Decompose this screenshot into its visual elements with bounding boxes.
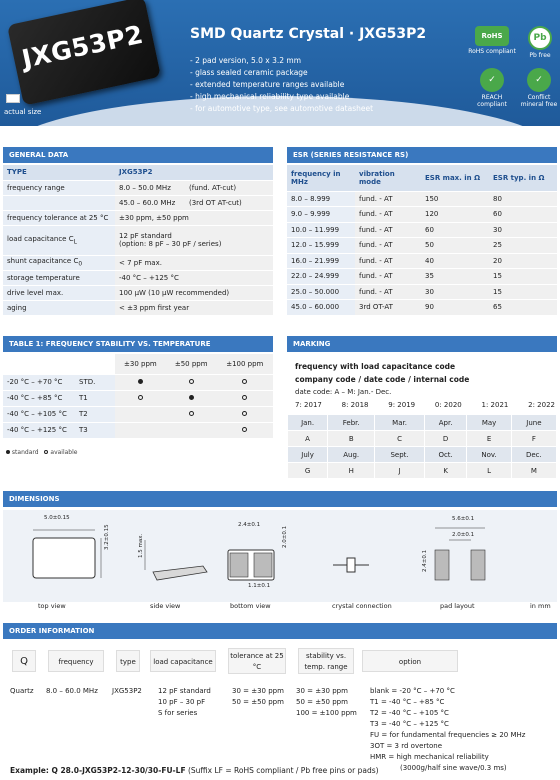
order-box-load-capacitance: load capacitance <box>150 650 216 672</box>
rohs-icon: RoHS <box>475 26 509 46</box>
month-code: D <box>424 431 467 447</box>
cell <box>3 354 75 374</box>
crystal-symbol <box>347 558 355 572</box>
month: Oct. <box>424 447 467 463</box>
order-box-option: option <box>362 650 458 672</box>
chip-label: JXG53P2 <box>19 19 146 74</box>
table-row <box>3 300 273 315</box>
table-row <box>3 225 273 255</box>
available-dot-icon <box>242 411 247 416</box>
standard-dot-icon <box>138 379 143 384</box>
esr-heading: ESR (SERIES RESISTANCE RS) <box>287 147 557 163</box>
cell: 10.0 – 11.999 <box>287 222 355 238</box>
reach-check-icon: ✓ <box>480 68 504 92</box>
row-value: -40 °C – +125 °C <box>115 270 273 285</box>
pad-layout-right <box>471 550 485 580</box>
reach-badge <box>466 68 518 108</box>
feature-item: - for automotive type, see automotive datasheet <box>190 104 374 113</box>
range-code: T2 <box>75 406 115 422</box>
badge-label: Pb free <box>529 52 551 59</box>
order-box-type: type <box>116 650 140 672</box>
top-height-label: 3.2±0.15 <box>104 524 110 550</box>
cell <box>115 374 166 390</box>
type-value: JXG53P2 <box>115 165 273 180</box>
cell: 3rd OT-AT <box>355 300 421 316</box>
month: Mar. <box>375 415 425 431</box>
row-label: aging <box>3 300 115 315</box>
standard-dot-icon <box>6 450 10 454</box>
cell: fund. - AT <box>355 191 421 207</box>
table-row <box>3 422 273 438</box>
bottom-pad-right <box>254 553 272 577</box>
temp-range: -40 °C – +105 °C <box>3 406 75 422</box>
row-value: < ±3 ppm first year <box>115 300 273 315</box>
column-header: ±50 ppm <box>166 354 217 374</box>
table-row <box>3 354 273 374</box>
legend-available: available <box>50 449 78 456</box>
cell: 60 <box>421 222 489 238</box>
pb-free-badge <box>520 26 560 59</box>
table-row <box>288 463 557 479</box>
badge-label: RoHS compliant <box>468 48 516 55</box>
table-row <box>3 210 273 225</box>
column-header: ±30 ppm <box>115 354 166 374</box>
order-option: 30 = ±30 ppm <box>232 687 284 695</box>
caption-side-view: side view <box>150 602 181 610</box>
row-value: 8.0 – 50.0 MHz <box>115 180 185 195</box>
table-row <box>3 374 273 390</box>
row-label: drive level max. <box>3 285 115 300</box>
cell <box>115 390 166 406</box>
year-code: 8: 2018 <box>341 401 369 409</box>
month: May <box>467 415 511 431</box>
row-value: 100 µW (10 µW recommended) <box>115 285 273 300</box>
year-code: 1: 2021 <box>481 401 509 409</box>
cell <box>115 406 166 422</box>
side-height-label: 1.5 max. <box>138 533 144 558</box>
order-option: 30 = ±30 ppm <box>296 687 348 695</box>
cell: 90 <box>421 300 489 316</box>
row-label: frequency tolerance at 25 °C <box>3 210 115 225</box>
cell: 25.0 – 50.000 <box>287 284 355 300</box>
row-label: frequency range <box>3 180 115 195</box>
month: Aug. <box>328 447 375 463</box>
month-code: E <box>467 431 511 447</box>
cell <box>166 406 217 422</box>
range-code: T3 <box>75 422 115 438</box>
month: July <box>288 447 328 463</box>
order-option: 10 pF – 30 pF <box>158 698 206 706</box>
cell: 16.0 – 21.999 <box>287 253 355 269</box>
type-label: TYPE <box>3 165 115 180</box>
order-option: S for series <box>158 709 198 717</box>
order-box-q: Q <box>12 650 36 672</box>
cell: 50 <box>421 238 489 254</box>
cell: 80 <box>489 191 557 207</box>
column-header: vibration mode <box>355 165 421 191</box>
available-dot-icon <box>44 450 48 454</box>
table-row <box>288 415 557 431</box>
row-value <box>115 225 273 255</box>
available-dot-icon <box>189 411 194 416</box>
cell: 15 <box>489 284 557 300</box>
marking-line: company code / date code / internal code <box>295 375 470 384</box>
month-code: L <box>467 463 511 479</box>
cell <box>166 390 217 406</box>
available-dot-icon <box>242 379 247 384</box>
temp-range: -20 °C – +70 °C <box>3 374 75 390</box>
top-view-body <box>33 538 95 578</box>
column-header: ±100 ppm <box>217 354 273 374</box>
badge-label: REACH compliant <box>477 94 507 108</box>
dimensions-heading: DIMENSIONS <box>3 491 557 507</box>
month: Apr. <box>424 415 467 431</box>
order-example <box>10 766 379 775</box>
row-value-main: 12 pF standard <box>119 232 172 240</box>
month: Nov. <box>467 447 511 463</box>
cell <box>166 422 217 438</box>
temp-range: -40 °C – +85 °C <box>3 390 75 406</box>
cell: 30 <box>489 222 557 238</box>
table-row <box>3 255 273 270</box>
order-heading: ORDER INFORMATION <box>3 623 557 639</box>
row-note: (3rd OT AT-cut) <box>185 195 273 210</box>
caption-units: in mm <box>530 602 551 610</box>
month-code: K <box>424 463 467 479</box>
order-col-stability <box>296 686 357 719</box>
table-row <box>3 270 273 285</box>
order-box-frequency: frequency <box>48 650 104 672</box>
table-row <box>287 222 557 238</box>
order-option: 3OT = 3 rd overtone <box>370 742 443 750</box>
cell: 120 <box>421 207 489 223</box>
year-code: 9: 2019 <box>388 401 416 409</box>
feature-item: - high mechanical reliability type available <box>190 92 350 101</box>
example-note: (Suffix LF = RoHS compliant / Pb free pins or pads) <box>187 766 379 775</box>
rohs-badge <box>464 26 520 55</box>
date-code-label: date code: A – M: Jan.- Dec. <box>295 388 392 396</box>
order-option: blank = -20 °C – +70 °C <box>370 687 455 695</box>
cell: 20 <box>489 253 557 269</box>
cell: 8.0 – 8.999 <box>287 191 355 207</box>
month-code: F <box>511 431 556 447</box>
row-label <box>3 225 115 255</box>
table-row <box>287 191 557 207</box>
pb-free-icon: Pb <box>528 26 552 50</box>
row-label-text: load capacitance C <box>7 234 74 243</box>
cell: 25 <box>489 238 557 254</box>
cell: 60 <box>489 207 557 223</box>
row-value: 45.0 – 60.0 MHz <box>115 195 185 210</box>
year-code: 0: 2020 <box>434 401 462 409</box>
row-note: (fund. AT-cut) <box>185 180 273 195</box>
order-option: FU = for fundamental frequencies ≥ 20 MHz <box>370 731 526 739</box>
pad-height-label: 2.4±0.1 <box>422 549 428 572</box>
table-row <box>3 390 273 406</box>
cell: 45.0 – 60.000 <box>287 300 355 316</box>
pad-width-label: 5.6±0.1 <box>452 516 475 522</box>
cell: fund. - AT <box>355 269 421 285</box>
table-row <box>287 269 557 285</box>
table-row <box>3 285 273 300</box>
table-row <box>3 165 273 180</box>
order-col-load <box>158 686 211 719</box>
column-header: ESR typ. in Ω <box>489 165 557 191</box>
esr-table <box>287 165 557 316</box>
order-col-quartz: Quartz <box>10 687 34 695</box>
month: Dec. <box>511 447 556 463</box>
cell: 30 <box>421 284 489 300</box>
month-code: M <box>511 463 556 479</box>
order-option: T1 = -40 °C – +85 °C <box>370 698 445 706</box>
cell <box>115 422 166 438</box>
order-option: T3 = -40 °C – +125 °C <box>370 720 449 728</box>
row-note: (option: 8 pF – 30 pF / series) <box>119 240 222 248</box>
column-header: frequency in MHz <box>287 165 355 191</box>
column-header: ESR max. in Ω <box>421 165 489 191</box>
order-option: 50 = ±50 ppm <box>296 698 348 706</box>
row-label <box>3 255 115 270</box>
row-label <box>3 195 115 210</box>
cell: 150 <box>421 191 489 207</box>
caption-crystal-connection: crystal connection <box>332 602 392 610</box>
table-row <box>287 238 557 254</box>
order-box-stability: stability vs. temp. range <box>298 648 354 674</box>
order-option: (3000g/half sine wave/0.3 ms) <box>400 764 507 772</box>
order-col-type: JXG53P2 <box>112 687 142 695</box>
stability-heading: TABLE 1: FREQUENCY STABILITY VS. TEMPERATURE <box>3 336 273 352</box>
dimensions-drawings <box>3 510 557 602</box>
cell: fund. - AT <box>355 207 421 223</box>
order-col-option <box>370 686 525 774</box>
table-row <box>288 431 557 447</box>
cell: fund. - AT <box>355 253 421 269</box>
conflict-mineral-badge <box>518 68 560 108</box>
bottom-height-label: 2.0±0.1 <box>282 525 288 548</box>
month: Jan. <box>288 415 328 431</box>
order-option: 50 = ±50 ppm <box>232 698 284 706</box>
marking-heading: MARKING <box>287 336 557 352</box>
row-label-text: shunt capacitance C <box>7 257 79 266</box>
bottom-pad-label: 1.1±0.1 <box>248 583 271 589</box>
cell: 35 <box>421 269 489 285</box>
conflict-check-icon: ✓ <box>527 68 551 92</box>
cell: 22.0 – 24.999 <box>287 269 355 285</box>
month-code: H <box>328 463 375 479</box>
caption-pad-layout: pad layout <box>440 602 475 610</box>
cell: fund. - AT <box>355 284 421 300</box>
table-row <box>287 207 557 223</box>
row-value: < 7 pF max. <box>115 255 273 270</box>
table-row <box>287 253 557 269</box>
available-dot-icon <box>242 427 247 432</box>
cell: 40 <box>421 253 489 269</box>
cell: 65 <box>489 300 557 316</box>
table-row <box>3 406 273 422</box>
general-data-table <box>3 165 273 316</box>
cell <box>166 374 217 390</box>
cell <box>217 374 273 390</box>
table-row <box>287 284 557 300</box>
month-code: B <box>328 431 375 447</box>
standard-dot-icon <box>189 395 194 400</box>
available-dot-icon <box>189 379 194 384</box>
month-code: A <box>288 431 328 447</box>
stability-legend <box>6 449 77 456</box>
table-row <box>288 447 557 463</box>
cell <box>217 406 273 422</box>
table-row <box>3 195 273 210</box>
month: Sept. <box>375 447 425 463</box>
available-dot-icon <box>138 395 143 400</box>
row-label: storage temperature <box>3 270 115 285</box>
range-code: T1 <box>75 390 115 406</box>
month-code-table <box>287 414 557 479</box>
general-data-heading: GENERAL DATA <box>3 147 273 163</box>
month-code: J <box>375 463 425 479</box>
marking-description <box>295 360 469 386</box>
row-value: ±30 ppm, ±50 ppm <box>115 210 273 225</box>
badge-label: Conflict mineral free <box>520 94 558 108</box>
order-box-tolerance: tolerance at 25 °C <box>228 648 286 674</box>
actual-size-chip <box>6 94 20 103</box>
cell <box>75 354 115 374</box>
order-option: T2 = -40 °C – +105 °C <box>370 709 449 717</box>
feature-list <box>190 55 373 115</box>
table-row <box>287 300 557 316</box>
available-dot-icon <box>242 395 247 400</box>
cell: fund. - AT <box>355 238 421 254</box>
actual-size-label: actual size <box>4 108 42 116</box>
feature-item: - glass sealed ceramic package <box>190 68 308 77</box>
range-code: STD. <box>75 374 115 390</box>
order-option: 100 = ±100 ppm <box>296 709 357 717</box>
year-code: 7: 2017 <box>295 401 322 409</box>
table-row <box>287 165 557 191</box>
year-code: 2: 2022 <box>528 401 555 409</box>
table-row <box>3 180 273 195</box>
pad-gap-label: 2.0±0.1 <box>452 532 475 538</box>
cell: 9.0 – 9.999 <box>287 207 355 223</box>
stability-table <box>3 354 273 439</box>
row-label-sub: 0 <box>78 261 83 268</box>
bottom-pad-left <box>230 553 248 577</box>
month-code: C <box>375 431 425 447</box>
month: Febr. <box>328 415 375 431</box>
legend-standard: standard <box>11 449 39 456</box>
top-width-label: 5.0±0.15 <box>44 515 70 521</box>
page-title: SMD Quartz Crystal · JXG53P2 <box>190 26 427 42</box>
cell <box>217 422 273 438</box>
feature-item: - 2 pad version, 5.0 x 3.2 mm <box>190 56 302 65</box>
temp-range: -40 °C – +125 °C <box>3 422 75 438</box>
cell <box>217 390 273 406</box>
month: June <box>511 415 556 431</box>
example-code: Example: Q 28.0-JXG53P2-12-30/30-FU-LF <box>10 766 186 775</box>
caption-bottom-view: bottom view <box>230 602 271 610</box>
cell: 12.0 – 15.999 <box>287 238 355 254</box>
order-option: 12 pF standard <box>158 687 211 695</box>
feature-item: - extended temperature ranges available <box>190 80 345 89</box>
order-option: HMR = high mechanical reliability <box>370 753 489 761</box>
caption-top-view: top view <box>38 602 66 610</box>
side-view-body <box>153 566 207 580</box>
row-label-sub: L <box>73 239 77 246</box>
order-col-tolerance <box>232 686 284 708</box>
pad-layout-left <box>435 550 449 580</box>
marking-line: frequency with load capacitance code <box>295 362 456 371</box>
cell: fund. - AT <box>355 222 421 238</box>
year-codes <box>295 401 555 409</box>
month-code: G <box>288 463 328 479</box>
bottom-width-label: 2.4±0.1 <box>238 522 261 528</box>
cell: 15 <box>489 269 557 285</box>
order-col-frequency: 8.0 – 60.0 MHz <box>46 687 98 695</box>
